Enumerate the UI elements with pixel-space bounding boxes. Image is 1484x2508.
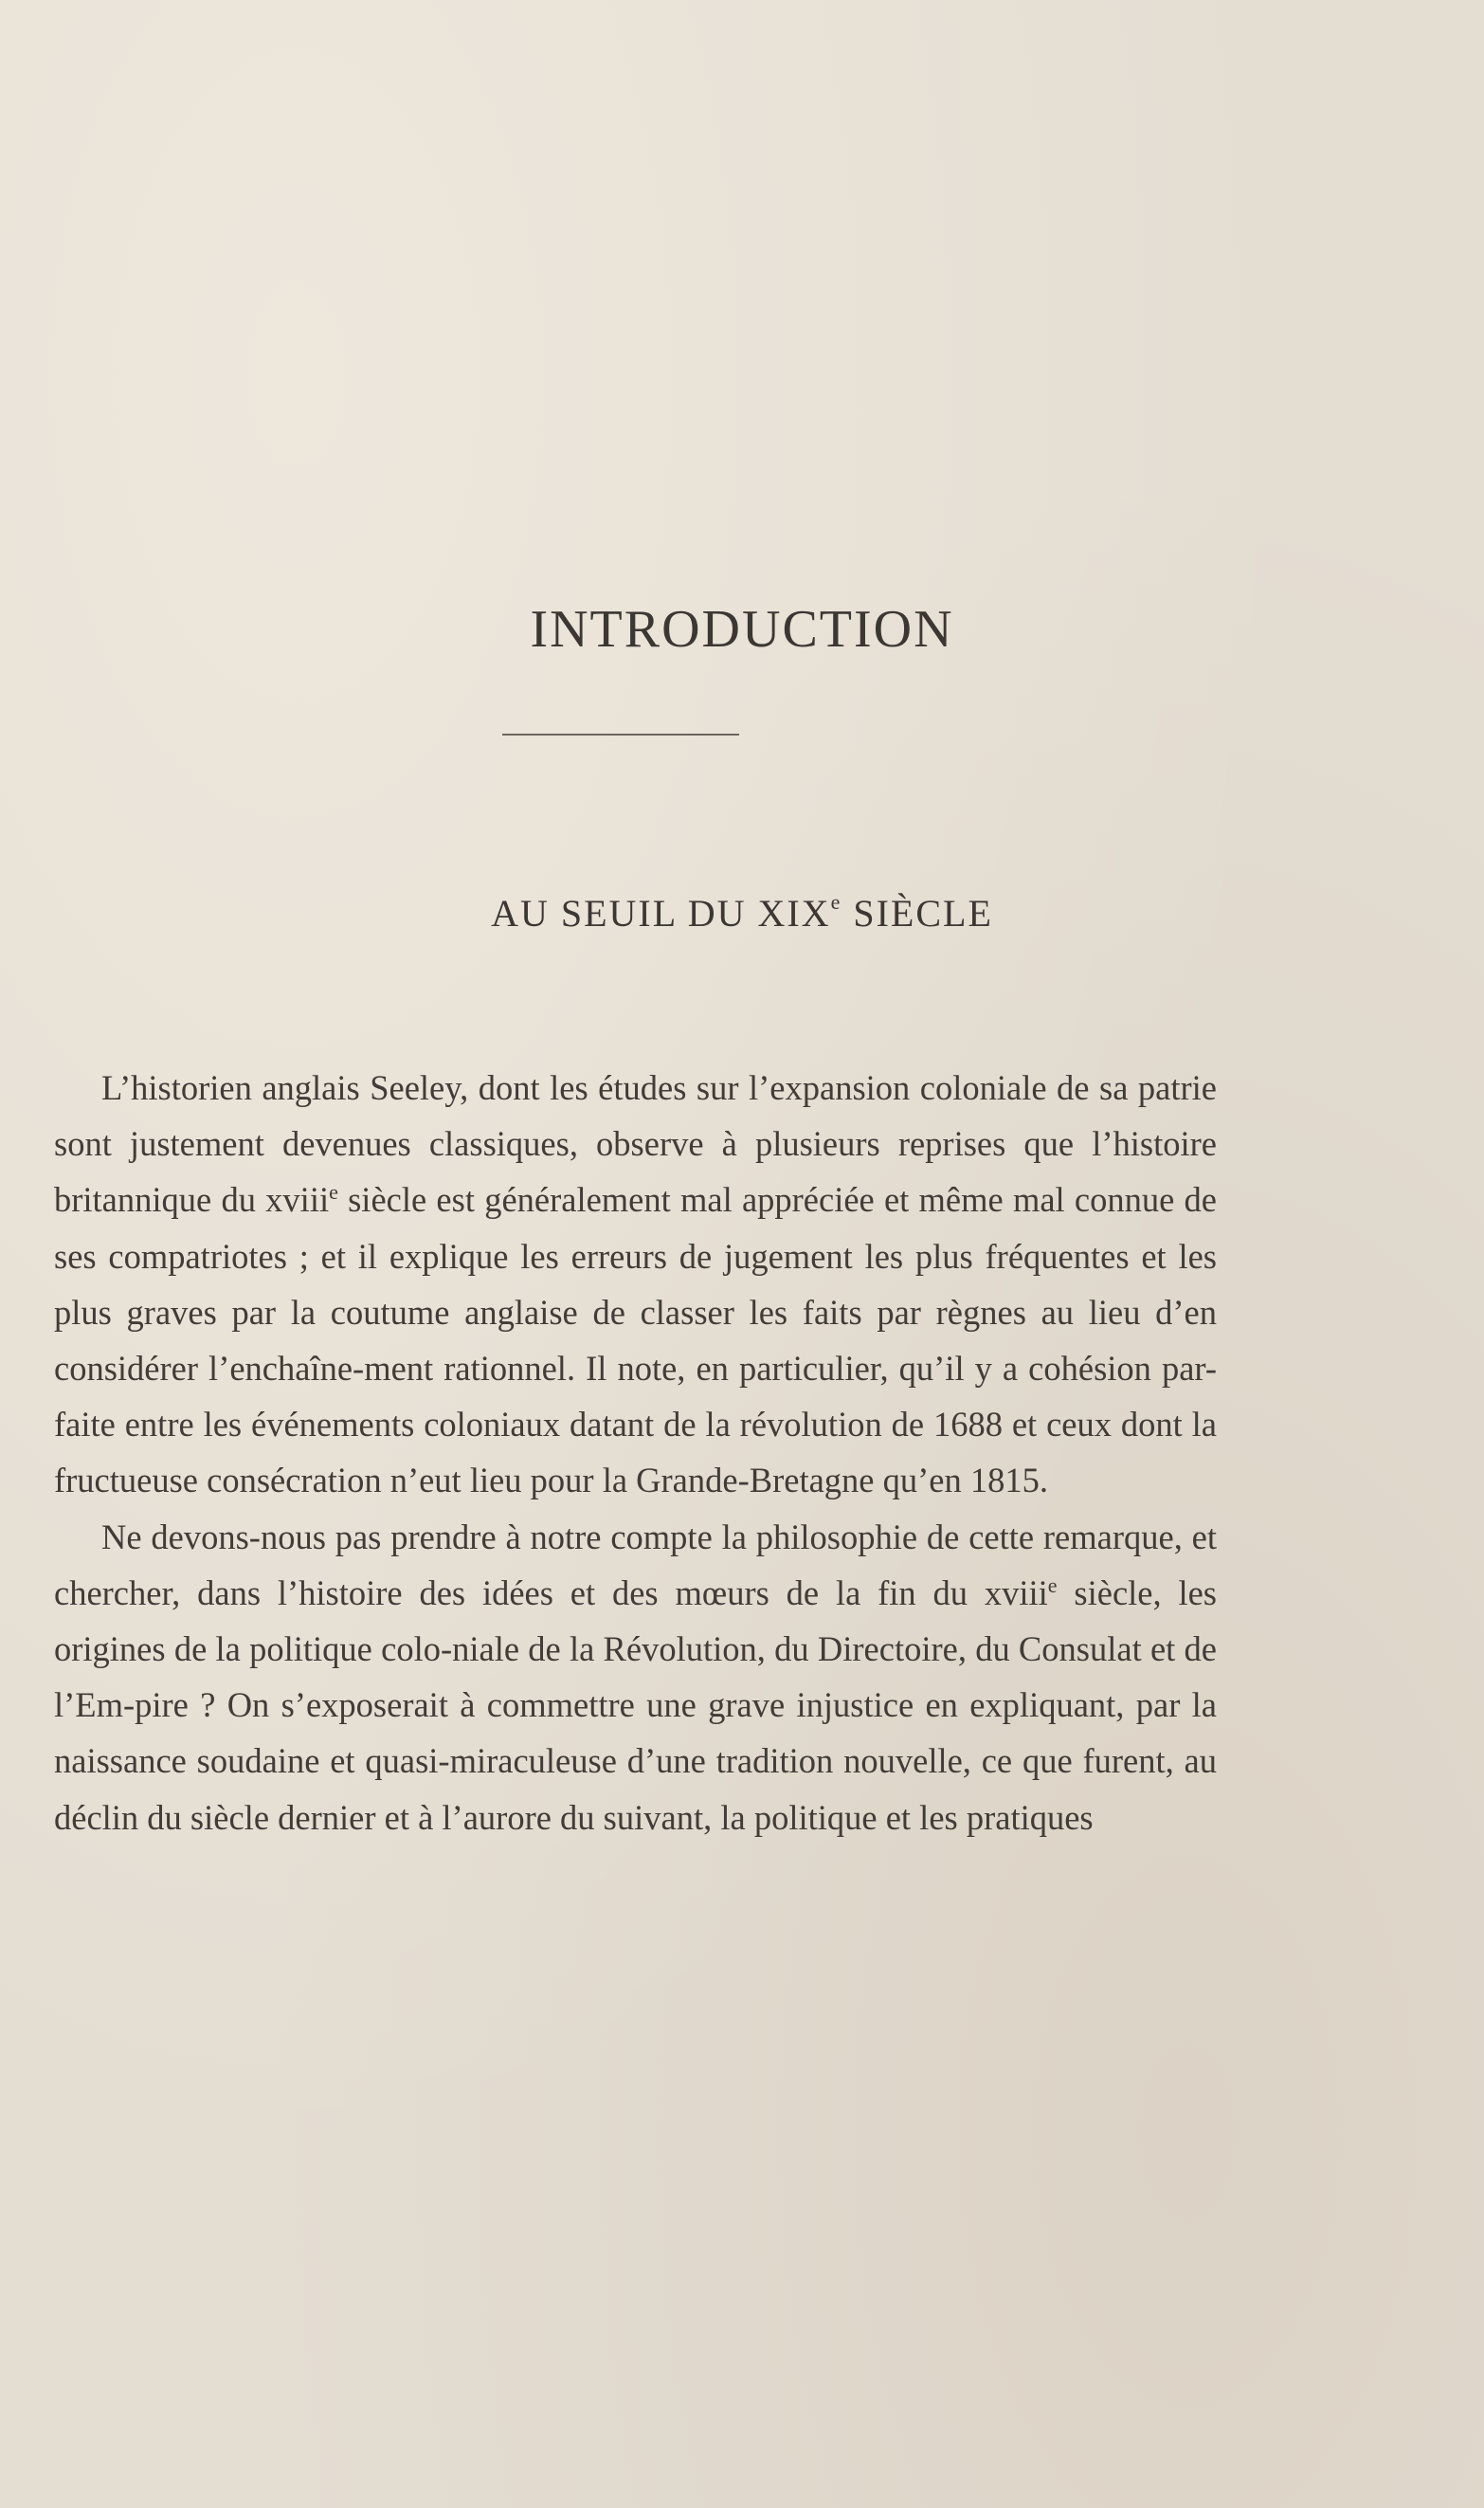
title-divider	[502, 734, 739, 736]
section-title-suffix: SIÈCLE	[842, 892, 993, 935]
paragraph-2	[54, 1509, 1217, 1845]
paragraph-1	[54, 1060, 1217, 1509]
paragraph-1-superscript: e	[329, 1180, 338, 1205]
section-title-superscript: e	[830, 890, 842, 914]
paragraph-2-text-b: siècle, les origines de la politique colo-niale de la Révolution, du Directoire, du Consulat et de l’Em-pire ? On s’exposerait à commettre une grave injustice en expliquant, par la naissance soudaine et quasi-miraculeuse d’une tradition nouvelle, ce que furent, au déclin du siècle dernier et à l’aurore du suivant, la politique et les pratiques	[54, 1572, 1217, 1837]
paragraph-1-text-b: siècle est généralement mal appréciée et même mal connue de ses compatriotes ; et il explique les erreurs de jugement les plus fréquentes et les plus graves par la coutume anglaise de classer les faits par règnes au lieu d’en considérer l’enchaîne-ment rationnel. Il note, en particulier, qu’il y a cohésion par-faite entre les événements coloniaux datant de la révolution de 1688 et ceux dont la fructueuse consécration n’eut lieu pour la Grande-Bretagne qu’en 1815.	[54, 1180, 1217, 1500]
paragraph-1-text-a: L’historien anglais Seeley, dont les études sur l’expansion coloniale de sa patrie sont justement devenues classiques, observe à plusieurs reprises que l’histoire britannique du xviii	[54, 1068, 1217, 1220]
body-text	[54, 1060, 1217, 1845]
page-title: INTRODUCTION	[530, 600, 954, 659]
paragraph-2-text-a: Ne devons-nous pas prendre à notre compte la philosophie de cette remarque, et chercher, dans l’histoire des idées et des mœurs de la fin du xviii	[54, 1517, 1217, 1612]
section-title-prefix: AU SEUIL DU XIX	[491, 892, 831, 935]
paragraph-2-superscript: e	[1047, 1572, 1058, 1597]
section-title	[0, 891, 1484, 936]
